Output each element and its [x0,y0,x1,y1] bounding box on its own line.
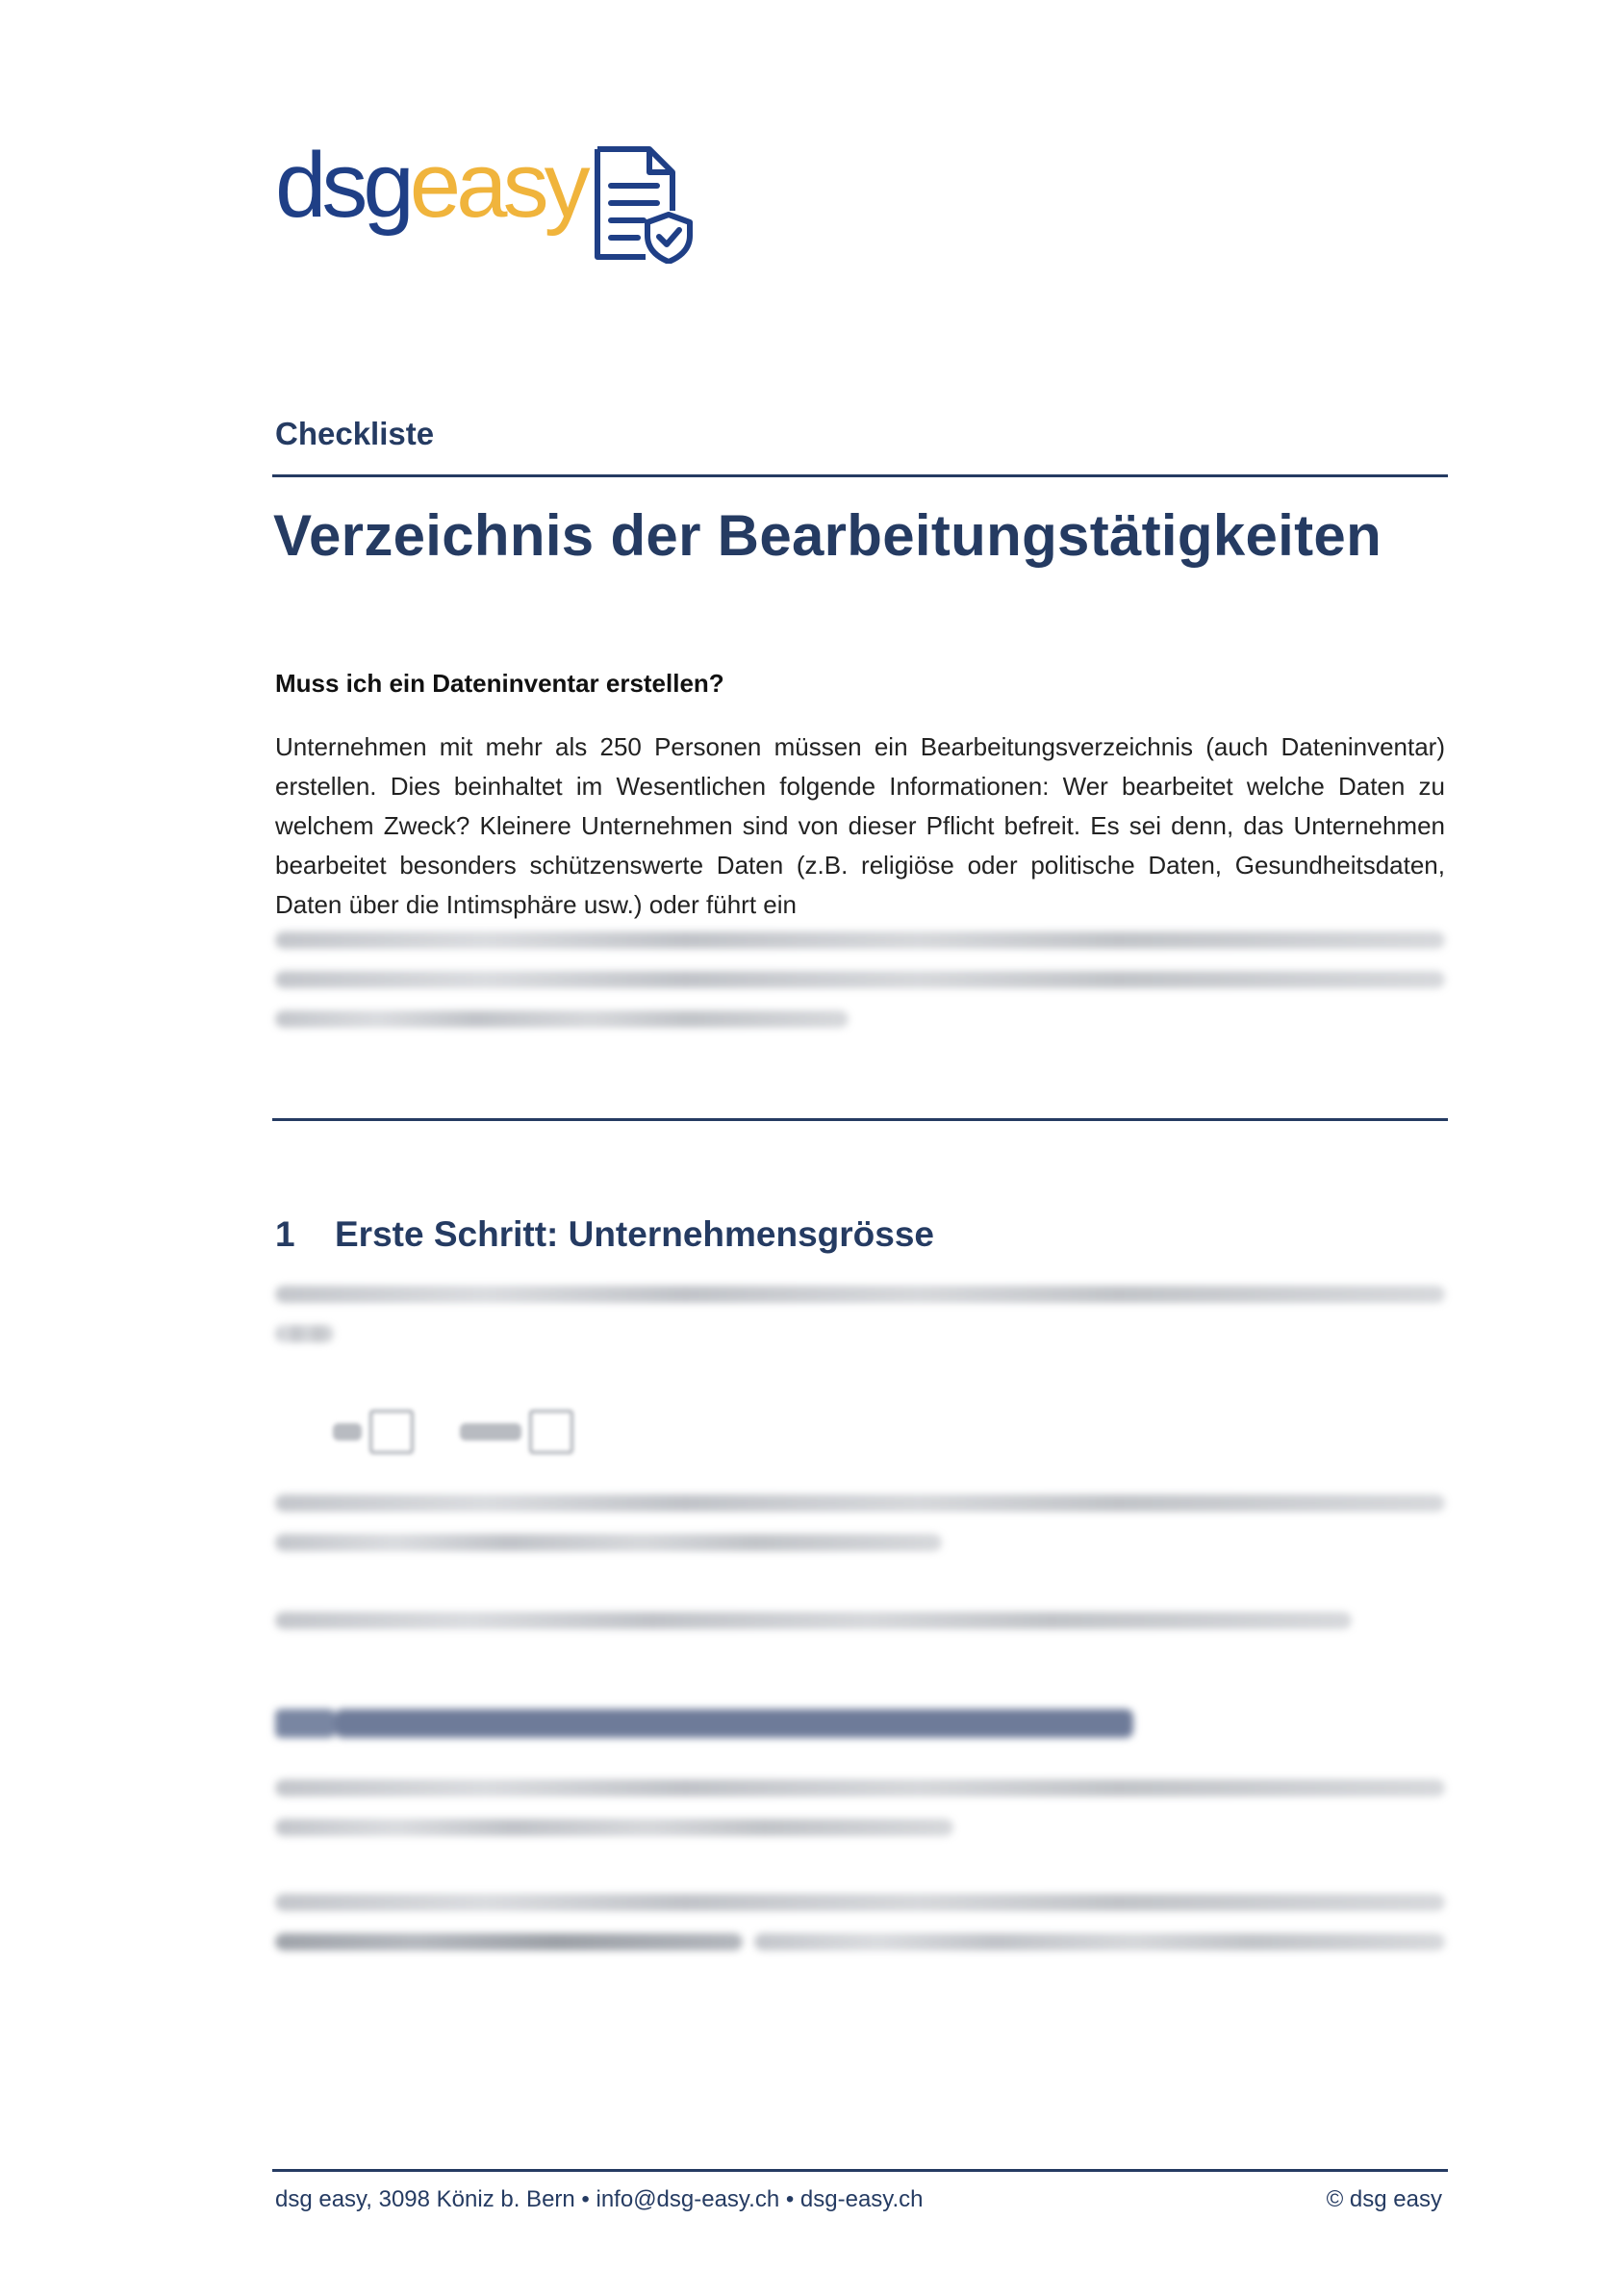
intro-question: Muss ich ein Dateninventar erstellen? [275,669,724,698]
footer-copyright: © dsg easy [1326,2186,1442,2212]
logo-text-dsg: dsg [275,134,410,237]
blurred-text-line [275,1612,1352,1629]
blurred-text-line [275,1534,942,1551]
blurred-section-title [335,1709,1133,1738]
no-checkbox[interactable] [529,1410,573,1454]
blurred-section-number [275,1709,335,1738]
blurred-text-line [275,1286,1445,1303]
choice-label [460,1423,521,1441]
brand-logo [275,134,696,265]
intro-paragraph: Unternehmen mit mehr als 250 Personen müssen ein Bearbeitungsverzeichnis (auch Dateninventar) erstellen. Dies beinhaltet im Wesentlichen folgende Informationen: Wer bearbeitet welche Daten zu welchem Zweck? Kleinere Unternehmen sind von dieser Pflicht befreit. Es sei denn, das Unternehmen bearbeitet besonders schützenswerte Daten (z.B. religiöse oder politische Daten, Gesundheitsdaten, Daten über die Intimsphäre usw.) oder führt ein [275,732,1445,919]
header-divider [272,474,1448,477]
yes-no-choices [333,1410,573,1454]
blurred-text-line [275,1933,1445,1973]
blurred-section-text [275,1612,1445,1651]
document-kicker: Checkliste [275,416,435,451]
blurred-text-line [275,1779,1445,1797]
footer-contact: dsg easy, 3098 Köniz b. Bern • info@dsg-easy.ch • dsg-easy.ch [275,2186,924,2212]
blurred-text-line [754,1933,1444,1951]
choice-yes[interactable] [333,1410,414,1454]
choice-no[interactable] [460,1410,573,1454]
blurred-text-line [275,1894,1445,1911]
blurred-section-text [275,1286,1445,1365]
blurred-bold-text [275,1933,743,1951]
logo-text-easy: easy [409,134,586,237]
blurred-section-text [275,1894,1445,1973]
section-number: 1 [275,1214,295,1254]
document-title: Verzeichnis der Bearbeitungstätigkeiten [273,503,1382,568]
logo-wordmark [275,134,586,237]
section-title: Erste Schritt: Unternehmensgrösse [335,1214,935,1254]
footer-divider [272,2169,1448,2172]
blurred-section-text [275,1779,1445,1858]
blurred-text-line [275,931,1445,949]
blurred-text-line [275,971,1445,988]
blurred-text-line [275,1819,953,1836]
section-heading [275,1214,934,1255]
choice-label [333,1423,362,1441]
blurred-text-line [275,1325,334,1342]
yes-checkbox[interactable] [369,1410,414,1454]
blurred-section-heading [275,1709,1133,1738]
document-shield-icon [590,143,696,264]
blurred-text-line [275,1494,1445,1512]
blurred-intro-continuation [275,931,1445,1050]
blurred-section-text [275,1494,1445,1573]
section-divider [272,1118,1448,1121]
blurred-text-line [275,1010,849,1028]
